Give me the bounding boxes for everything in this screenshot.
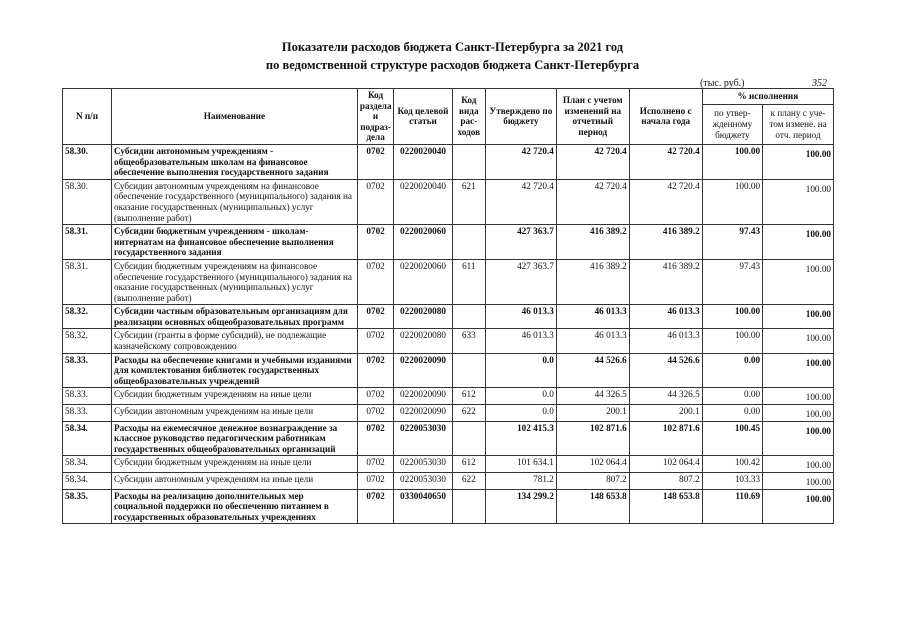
cell-plan: 416 389.2 [556, 259, 629, 304]
cell-plan: 416 389.2 [556, 225, 629, 260]
cell-target: 0220020080 [394, 329, 452, 353]
table-row [63, 329, 834, 353]
cell-num: 58.34. [63, 421, 112, 456]
header-target: Код целевой статьи [394, 89, 452, 145]
cell-num: 58.30. [63, 179, 112, 224]
header-pct: % исполнения [702, 89, 833, 105]
cell-pct-plan: 100.00 [763, 259, 834, 304]
cell-approved: 0.0 [485, 405, 556, 422]
cell-pct-approved: 97.43 [702, 259, 762, 304]
header-section: Код раздела и подраз-дела [357, 89, 393, 145]
cell-pct-approved: 100.42 [702, 456, 762, 473]
cell-section: 0702 [357, 259, 393, 304]
units-label: (тыс. руб.) [700, 78, 745, 89]
cell-num: 58.33. [63, 405, 112, 422]
table-row [63, 305, 834, 329]
cell-num: 58.33. [63, 388, 112, 405]
cell-pct-approved: 100.45 [702, 421, 762, 456]
cell-section: 0702 [357, 388, 393, 405]
cell-approved: 101 634.1 [485, 456, 556, 473]
cell-pct-plan: 100.00 [763, 405, 834, 422]
table-row [63, 388, 834, 405]
cell-section: 0702 [357, 329, 393, 353]
cell-pct-approved: 100.00 [702, 305, 762, 329]
cell-target: 0220053030 [394, 456, 452, 473]
cell-num: 58.33. [63, 353, 112, 388]
cell-pct-plan: 100.00 [763, 473, 834, 490]
cell-approved: 102 415.3 [485, 421, 556, 456]
table-row [63, 259, 834, 304]
cell-approved: 46 013.3 [485, 305, 556, 329]
cell-target: 0220020060 [394, 225, 452, 260]
cell-kind: 633 [452, 329, 485, 353]
cell-kind: 622 [452, 405, 485, 422]
table-row [63, 456, 834, 473]
cell-pct-plan: 100.00 [763, 329, 834, 353]
header-name: Наименование [111, 89, 357, 145]
cell-num: 58.32. [63, 329, 112, 353]
cell-executed: 42 720.4 [629, 179, 702, 224]
cell-target: 0220020080 [394, 305, 452, 329]
cell-approved: 134 299.2 [485, 489, 556, 524]
cell-kind [452, 421, 485, 456]
cell-approved: 0.0 [485, 353, 556, 388]
cell-target: 0220053030 [394, 473, 452, 490]
cell-target: 0220020060 [394, 259, 452, 304]
cell-target: 0220020040 [394, 144, 452, 179]
cell-pct-approved: 0.00 [702, 388, 762, 405]
cell-approved: 427 363.7 [485, 225, 556, 260]
cell-name: Расходы на обеспечение книгами и учебными изданиями для комплектования библиотек государственных общеобразовательных учреждений [111, 353, 357, 388]
cell-num: 58.31. [63, 259, 112, 304]
cell-target: 0220053030 [394, 421, 452, 456]
table-row [63, 489, 834, 524]
header-plan: План с учетом изменений на отчетный период [556, 89, 629, 145]
cell-pct-plan: 100.00 [763, 489, 834, 524]
cell-num: 58.31. [63, 225, 112, 260]
cell-kind: 621 [452, 179, 485, 224]
cell-section: 0702 [357, 353, 393, 388]
cell-section: 0702 [357, 144, 393, 179]
table-body [63, 144, 834, 523]
cell-kind [452, 489, 485, 524]
cell-name: Субсидии автономным учреждениям на иные цели [111, 405, 357, 422]
cell-plan: 46 013.3 [556, 329, 629, 353]
cell-pct-approved: 0.00 [702, 353, 762, 388]
cell-executed: 44 526.6 [629, 353, 702, 388]
cell-pct-approved: 0.00 [702, 405, 762, 422]
cell-section: 0702 [357, 421, 393, 456]
cell-plan: 42 720.4 [556, 179, 629, 224]
cell-approved: 781.2 [485, 473, 556, 490]
table-row [63, 405, 834, 422]
cell-num: 58.30. [63, 144, 112, 179]
cell-executed: 416 389.2 [629, 225, 702, 260]
cell-section: 0702 [357, 225, 393, 260]
cell-target: 0220020090 [394, 388, 452, 405]
cell-pct-plan: 100.00 [763, 456, 834, 473]
header-num: N п/п [63, 89, 112, 145]
cell-executed: 44 326.5 [629, 388, 702, 405]
expenditure-table [62, 88, 834, 524]
cell-executed: 46 013.3 [629, 329, 702, 353]
cell-name: Субсидии (гранты в форме субсидий), не подлежащие казначейскому сопровождению [111, 329, 357, 353]
cell-name: Субсидии автономным учреждениям - общеобразовательным школам на финансовое обеспечение выполнения государственного задания [111, 144, 357, 179]
cell-plan: 807.2 [556, 473, 629, 490]
cell-pct-plan: 100.00 [763, 421, 834, 456]
cell-pct-plan: 100.00 [763, 225, 834, 260]
cell-section: 0702 [357, 456, 393, 473]
header-pct-approved: по утвер-жденному бюджету [702, 104, 762, 144]
cell-num: 58.35. [63, 489, 112, 524]
cell-name: Субсидии бюджетным учреждениям на иные цели [111, 456, 357, 473]
cell-target: 0220020090 [394, 353, 452, 388]
cell-pct-plan: 100.00 [763, 144, 834, 179]
cell-plan: 44 326.5 [556, 388, 629, 405]
cell-name: Расходы на ежемесячное денежное вознаграждение за классное руководство педагогическим работникам государственных общеобразовательных организаций [111, 421, 357, 456]
cell-pct-plan: 100.00 [763, 388, 834, 405]
cell-name: Расходы на реализацию дополнительных мер социальной поддержки по обеспечению питанием в государственных образовательных учреждениях [111, 489, 357, 524]
title-line-2: по ведомственной структуре расходов бюджета Санкт-Петербурга [265, 58, 640, 72]
cell-target: 0220020090 [394, 405, 452, 422]
table-row [63, 421, 834, 456]
cell-section: 0702 [357, 489, 393, 524]
cell-kind [452, 305, 485, 329]
cell-executed: 42 720.4 [629, 144, 702, 179]
cell-pct-plan: 100.00 [763, 179, 834, 224]
cell-kind: 612 [452, 456, 485, 473]
cell-approved: 46 013.3 [485, 329, 556, 353]
cell-name: Субсидии бюджетным учреждениям на финансовое обеспечение государственного (муниципального) задания на оказание государственных (муниципальных) услуг (выполнение работ) [111, 259, 357, 304]
table-row [63, 144, 834, 179]
cell-approved: 42 720.4 [485, 144, 556, 179]
page-number: 352 [812, 78, 827, 89]
table-row [63, 225, 834, 260]
cell-pct-approved: 100.00 [702, 144, 762, 179]
table-row [63, 353, 834, 388]
cell-section: 0702 [357, 179, 393, 224]
cell-num: 58.34. [63, 456, 112, 473]
cell-approved: 42 720.4 [485, 179, 556, 224]
cell-plan: 44 526.6 [556, 353, 629, 388]
cell-pct-approved: 103.33 [702, 473, 762, 490]
header-kind: Код вида рас-ходов [452, 89, 485, 145]
table-row [63, 179, 834, 224]
cell-section: 0702 [357, 405, 393, 422]
cell-section: 0702 [357, 473, 393, 490]
cell-plan: 42 720.4 [556, 144, 629, 179]
cell-plan: 102 064.4 [556, 456, 629, 473]
cell-kind: 622 [452, 473, 485, 490]
cell-plan: 148 653.8 [556, 489, 629, 524]
cell-executed: 807.2 [629, 473, 702, 490]
cell-target: 0330040650 [394, 489, 452, 524]
cell-executed: 148 653.8 [629, 489, 702, 524]
cell-pct-approved: 100.00 [702, 329, 762, 353]
header-pct-plan: к плану с уче-том измене. на отч. период [763, 104, 834, 144]
header-executed: Исполнено с начала года [629, 89, 702, 145]
cell-approved: 427 363.7 [485, 259, 556, 304]
cell-kind: 611 [452, 259, 485, 304]
table-row [63, 473, 834, 490]
cell-plan: 46 013.3 [556, 305, 629, 329]
header-approved: Утверждено по бюджету [485, 89, 556, 145]
cell-kind [452, 225, 485, 260]
cell-name: Субсидии бюджетным учреждениям - школам-интернатам на финансовое обеспечение выполнения государственного задания [111, 225, 357, 260]
cell-pct-approved: 100.00 [702, 179, 762, 224]
cell-executed: 102 871.6 [629, 421, 702, 456]
cell-kind [452, 144, 485, 179]
cell-executed: 416 389.2 [629, 259, 702, 304]
cell-name: Субсидии бюджетным учреждениям на иные цели [111, 388, 357, 405]
cell-plan: 200.1 [556, 405, 629, 422]
page-title [0, 38, 905, 74]
cell-kind [452, 353, 485, 388]
cell-executed: 200.1 [629, 405, 702, 422]
cell-num: 58.32. [63, 305, 112, 329]
cell-executed: 102 064.4 [629, 456, 702, 473]
cell-name: Субсидии автономным учреждениям на финансовое обеспечение государственного (муниципального) задания на оказание государственных (муниципальных) услуг (выполнение работ) [111, 179, 357, 224]
cell-name: Субсидии автономным учреждениям на иные цели [111, 473, 357, 490]
cell-section: 0702 [357, 305, 393, 329]
cell-approved: 0.0 [485, 388, 556, 405]
cell-target: 0220020040 [394, 179, 452, 224]
cell-num: 58.34. [63, 473, 112, 490]
cell-name: Субсидии частным образовательным организациям для реализации основных общеобразовательных программ [111, 305, 357, 329]
cell-pct-plan: 100.00 [763, 305, 834, 329]
cell-executed: 46 013.3 [629, 305, 702, 329]
cell-pct-approved: 110.69 [702, 489, 762, 524]
cell-plan: 102 871.6 [556, 421, 629, 456]
cell-kind: 612 [452, 388, 485, 405]
cell-pct-plan: 100.00 [763, 353, 834, 388]
cell-pct-approved: 97.43 [702, 225, 762, 260]
title-line-1: Показатели расходов бюджета Санкт-Петербурга за 2021 год [281, 40, 624, 54]
